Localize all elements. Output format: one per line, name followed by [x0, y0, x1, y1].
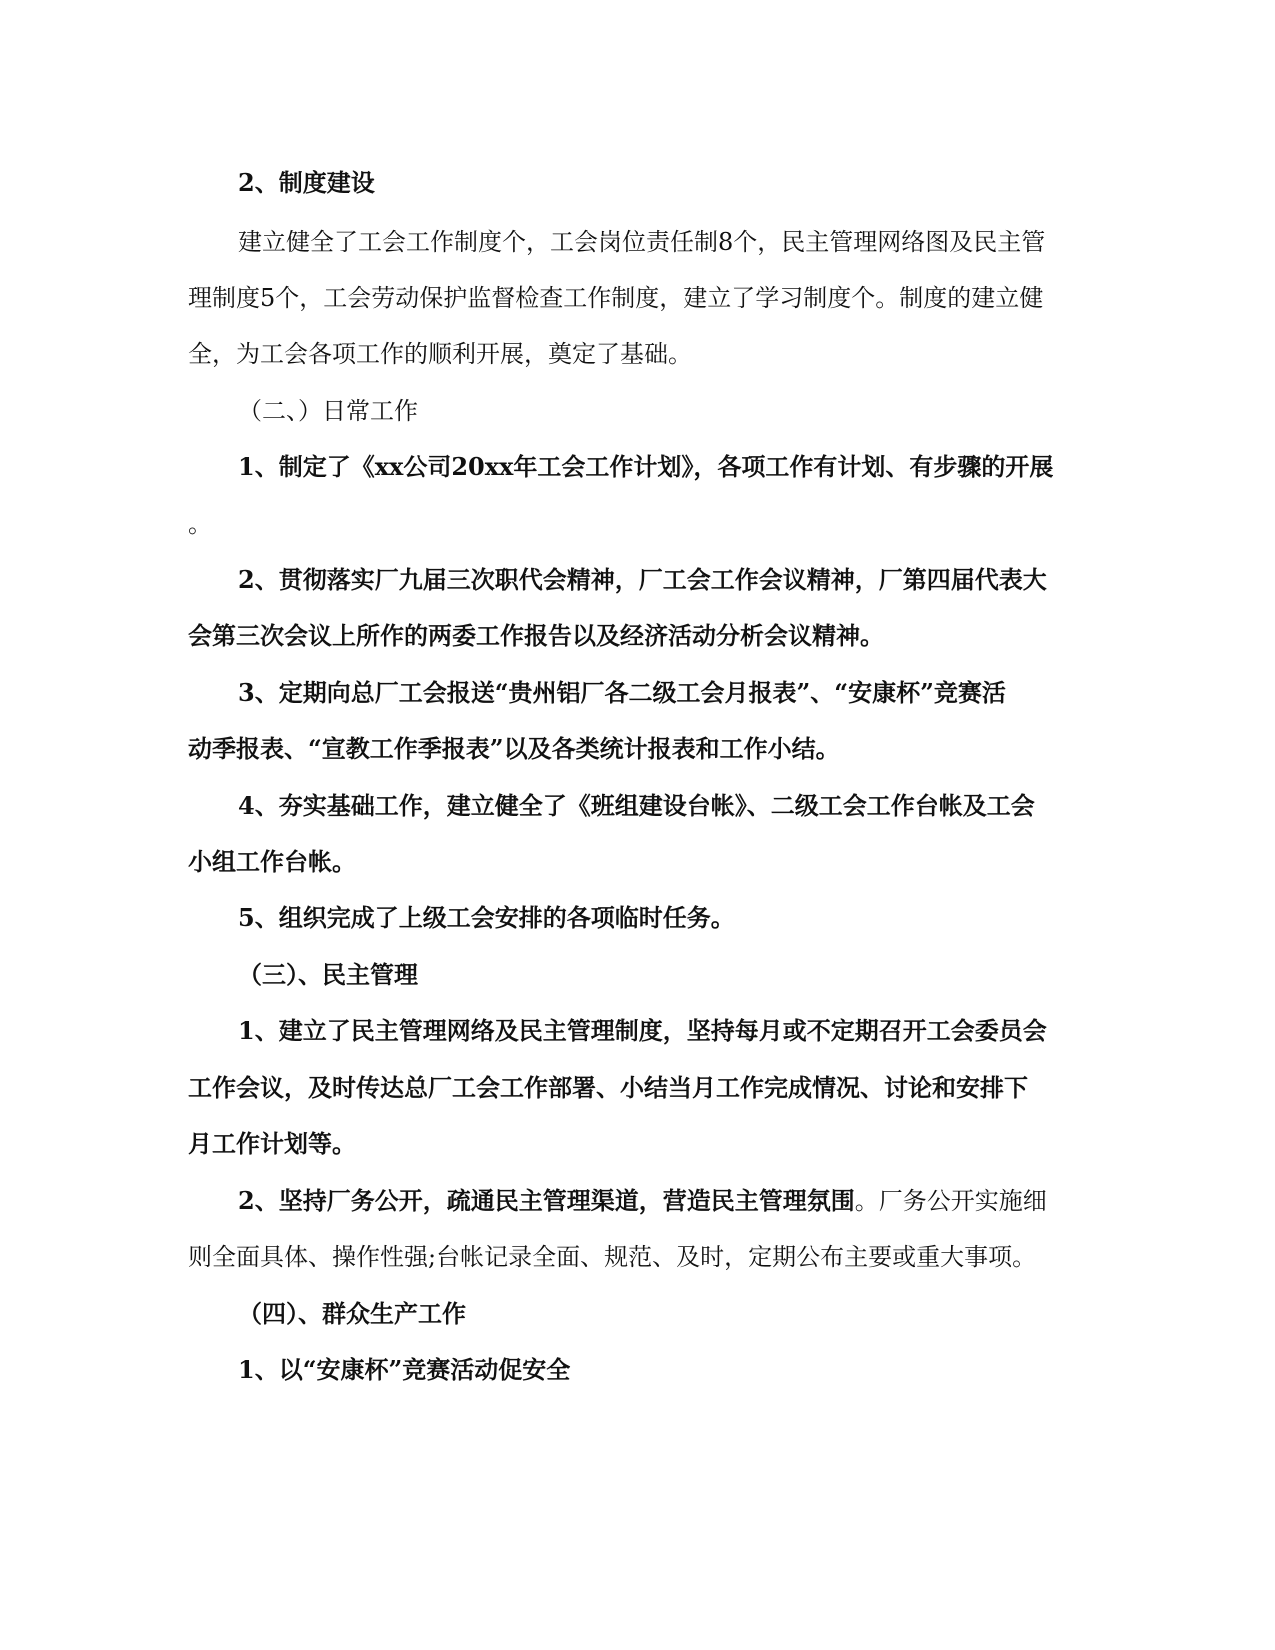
list-item-line: 工作会议，及时传达总厂工会工作部署、小结当月工作完成情况、讨论和安排下 [188, 1073, 1028, 1102]
list-item-bold-text: 2、坚持厂务公开，疏通民主管理渠道，营造民主管理氛围 [238, 1186, 855, 1215]
list-item-line: 动季报表、“宣教工作季报表”以及各类统计报表和工作小结。 [188, 734, 840, 763]
list-item-line: 会第三次会议上所作的两委工作报告以及经济活动分析会议精神。 [188, 621, 884, 650]
section-heading-daily-work: （二、）日常工作 [238, 397, 418, 425]
list-item-line: 4、夯实基础工作，建立健全了《班组建设台帐》、二级工会工作台帐及工会 [238, 791, 1035, 820]
list-item-regular-text: 。厂务公开实施细 [854, 1187, 1047, 1215]
list-item-line: 5、组织完成了上级工会安排的各项临时任务。 [238, 903, 735, 932]
list-item-line: 1、以“安康杯”竞赛活动促安全 [238, 1355, 571, 1384]
list-item-line: 2、贯彻落实厂九届三次职代会精神，厂工会工作会议精神，厂第四届代表大 [238, 565, 1047, 594]
paragraph-line: 理制度5个，工会劳动保护监督检查工作制度，建立了学习制度个。制度的建立健 [188, 284, 1044, 312]
list-item-line: 1、建立了民主管理网络及民主管理制度，坚持每月或不定期召开工会委员会 [238, 1016, 1047, 1045]
list-item-line: 则全面具体、操作性强;台帐记录全面、规范、及时，定期公布主要或重大事项。 [188, 1243, 1037, 1271]
list-item-line: 1、制定了《xx公司20xx年工会工作计划》，各项工作有计划、有步骤的开展 [238, 452, 1054, 481]
list-item-line: 小组工作台帐。 [188, 847, 356, 876]
section-heading-democratic-management: （三）、民主管理 [238, 960, 418, 989]
paragraph-line: 建立健全了工会工作制度个，工会岗位责任制8个，民主管理网络图及民主管 [238, 228, 1046, 256]
list-item-line: 。 [188, 510, 212, 538]
list-item-line [238, 1184, 1047, 1218]
section-heading-mass-production: （四）、群众生产工作 [238, 1299, 466, 1328]
section-heading-system-building: 2、制度建设 [238, 168, 375, 197]
list-item-line: 3、定期向总厂工会报送“贵州铝厂各二级工会月报表”、“安康杯”竞赛活 [238, 678, 1006, 707]
list-item-line: 月工作计划等。 [188, 1129, 356, 1158]
paragraph-line: 全，为工会各项工作的顺利开展，奠定了基础。 [188, 340, 692, 368]
